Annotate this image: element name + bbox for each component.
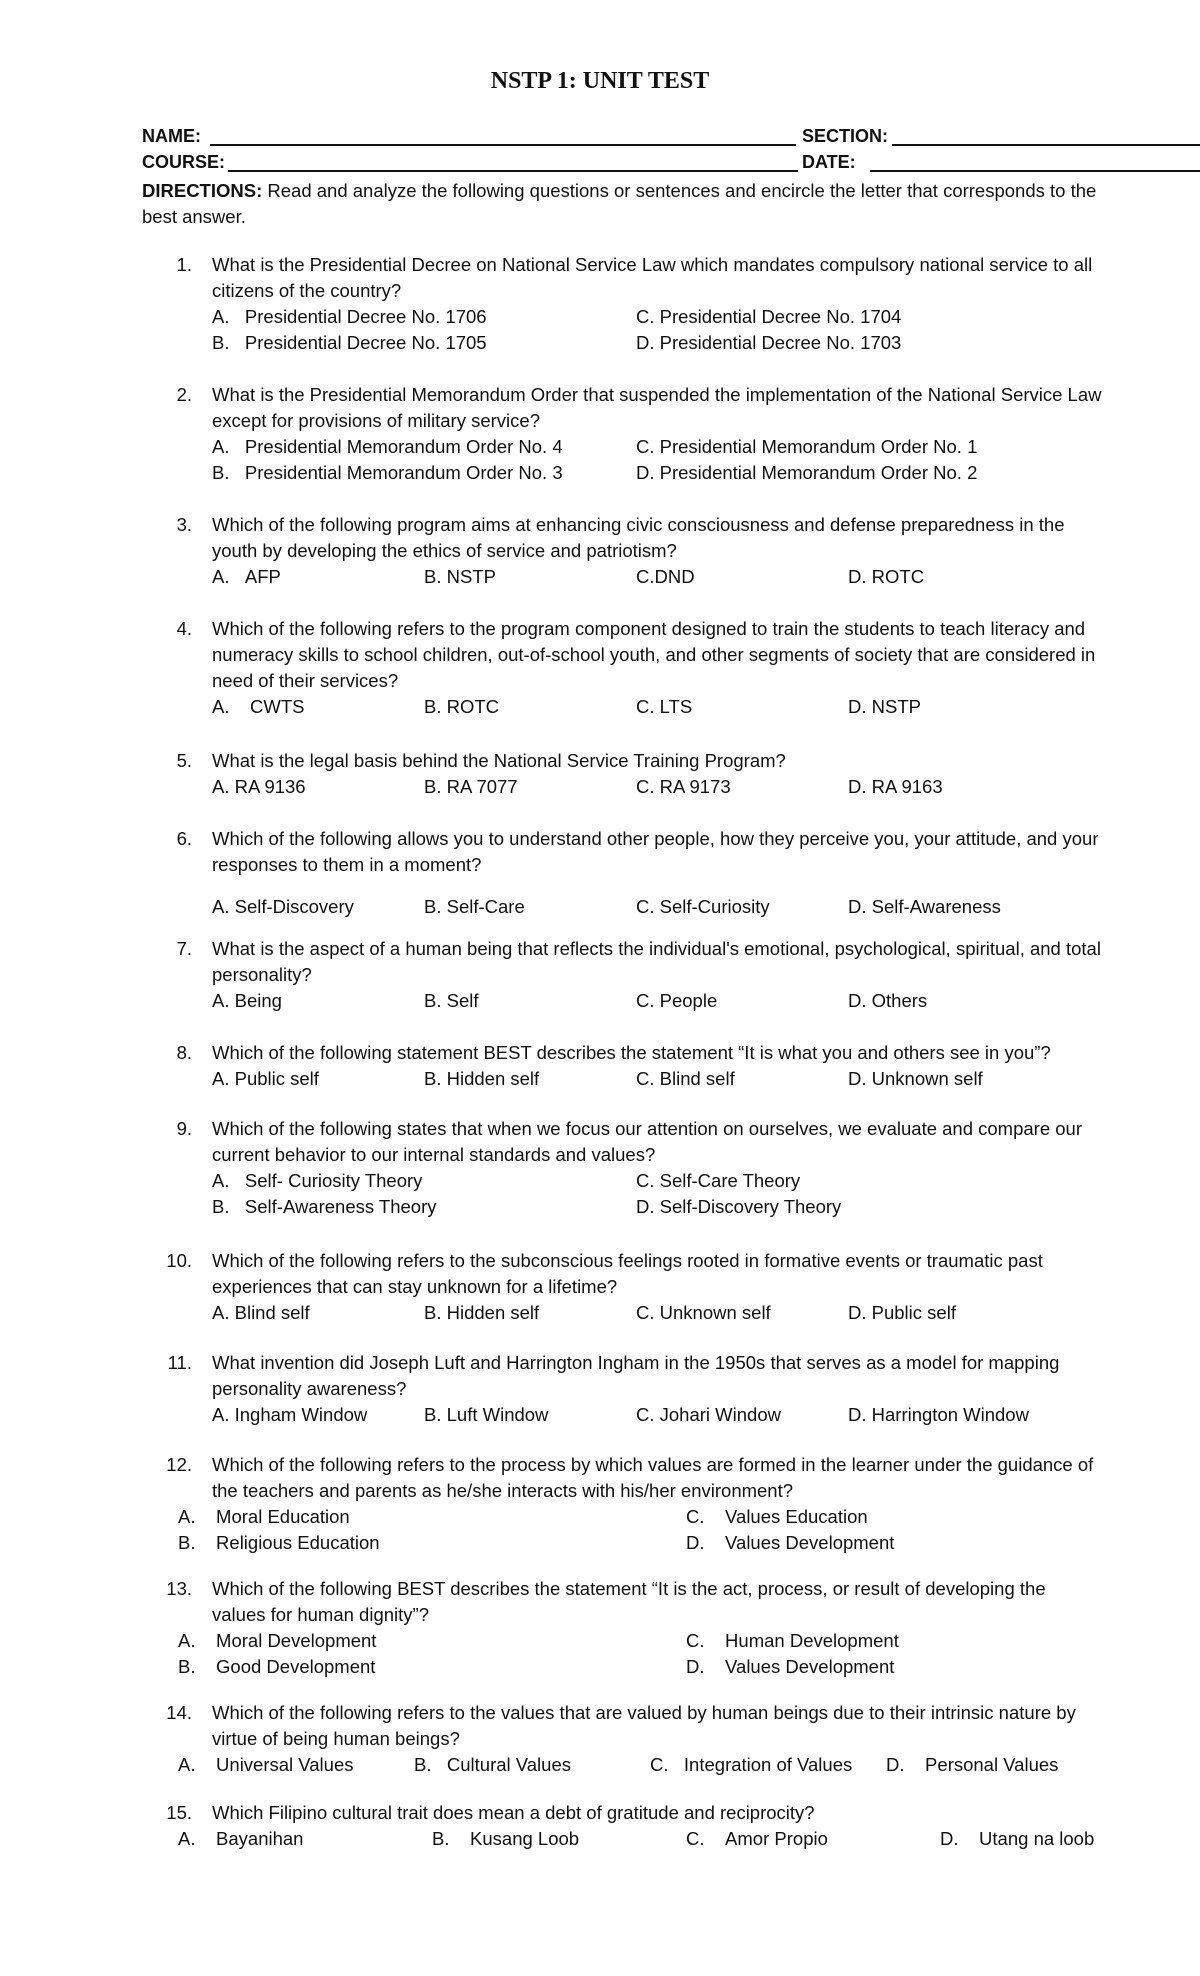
question-number: 13. — [166, 1578, 192, 1599]
option-a[interactable]: A. Moral Development — [178, 1630, 377, 1651]
options-row — [212, 460, 1102, 486]
question-number: 1. — [176, 254, 192, 275]
option-a[interactable]: A. Self- Curiosity Theory — [212, 1170, 423, 1191]
option-c[interactable]: C. Values Education — [686, 1506, 868, 1527]
option-b[interactable]: B. Cultural Values — [414, 1754, 571, 1775]
question-stem: What is the legal basis behind the National Service Training Program? — [212, 750, 786, 771]
question-8 — [142, 1040, 1102, 1092]
option-d[interactable]: D. Values Development — [686, 1656, 895, 1677]
options-row — [212, 1066, 1102, 1092]
options-row — [142, 1826, 1102, 1852]
directions — [142, 178, 1102, 230]
question-12 — [142, 1452, 1102, 1556]
question-stem: Which of the following program aims at enhancing civic consciousness and defense preparedness in the youth by developing the ethics of service and patriotism? — [212, 514, 1065, 561]
option-d[interactable]: D. Self-Awareness — [848, 896, 1001, 917]
option-a[interactable]: A. Self-Discovery — [212, 896, 354, 917]
option-b[interactable]: B. Good Development — [178, 1656, 376, 1677]
name-field[interactable] — [210, 126, 796, 146]
date-label: DATE: — [802, 152, 856, 172]
option-b[interactable]: B. Kusang Loob — [432, 1828, 580, 1849]
question-9 — [142, 1116, 1102, 1220]
options-row — [212, 774, 1102, 800]
option-b[interactable]: B. Hidden self — [424, 1068, 540, 1089]
option-a[interactable]: A. Presidential Decree No. 1706 — [212, 306, 487, 327]
question-7 — [142, 936, 1102, 1014]
question-2 — [142, 382, 1102, 486]
option-d[interactable]: D. ROTC — [848, 566, 925, 587]
question-4 — [142, 616, 1102, 720]
option-b[interactable]: B. Religious Education — [178, 1532, 380, 1553]
question-stem: What invention did Joseph Luft and Harrington Ingham in the 1950s that serves as a model for mapping personality awareness? — [212, 1352, 1060, 1399]
question-1 — [142, 252, 1102, 356]
option-c[interactable]: C. Presidential Decree No. 1704 — [636, 306, 902, 327]
option-c[interactable]: C.DND — [636, 566, 695, 587]
option-b[interactable]: B. Hidden self — [424, 1302, 540, 1323]
options-row — [212, 330, 1102, 356]
question-stem: Which of the following states that when we focus our attention on ourselves, we evaluate and compare our current behavior to our internal standards and values? — [212, 1118, 1082, 1165]
option-c[interactable]: C. Self-Curiosity — [636, 896, 770, 917]
question-stem: Which Filipino cultural trait does mean a debt of gratitude and reciprocity? — [212, 1802, 815, 1823]
option-c[interactable]: C. Blind self — [636, 1068, 735, 1089]
question-11 — [142, 1350, 1102, 1428]
option-c[interactable]: C. RA 9173 — [636, 776, 731, 797]
option-a[interactable]: A. AFP — [212, 566, 281, 587]
question-13 — [142, 1576, 1102, 1680]
course-label: COURSE: — [142, 152, 226, 172]
section-label: SECTION: — [802, 126, 889, 146]
option-d[interactable]: D. Values Development — [686, 1532, 895, 1553]
option-d[interactable]: D. RA 9163 — [848, 776, 943, 797]
question-number: 5. — [176, 750, 192, 771]
question-stem: Which of the following refers to the program component designed to train the students to teach literacy and numeracy skills to school children, out-of-school youth, and other segments of society that are considered in need of their services? — [212, 618, 1096, 691]
question-number: 8. — [176, 1042, 192, 1063]
option-b[interactable]: B. Self — [424, 990, 479, 1011]
option-b[interactable]: B. RA 7077 — [424, 776, 518, 797]
options-row — [142, 1628, 1102, 1654]
option-a[interactable]: A. RA 9136 — [212, 776, 306, 797]
question-number: 10. — [166, 1250, 192, 1271]
date-field[interactable] — [870, 152, 1200, 172]
option-d[interactable]: D. Utang na loob — [940, 1828, 1095, 1849]
options-row — [142, 1504, 1102, 1530]
question-number: 9. — [176, 1118, 192, 1139]
options-row — [212, 304, 1102, 330]
option-a[interactable]: A. Ingham Window — [212, 1404, 368, 1425]
option-c[interactable]: C. LTS — [636, 696, 693, 717]
option-c[interactable]: C. Amor Propio — [686, 1828, 828, 1849]
option-a[interactable]: A. Blind self — [212, 1302, 310, 1323]
question-number: 15. — [166, 1802, 192, 1823]
option-c[interactable]: C. Human Development — [686, 1630, 899, 1651]
question-stem: Which of the following refers to the subconscious feelings rooted in formative events or traumatic past experiences that can stay unknown for a lifetime? — [212, 1250, 1043, 1297]
options-row — [212, 988, 1102, 1014]
question-5 — [142, 748, 1102, 800]
options-row — [212, 434, 1102, 460]
options-row — [142, 1530, 1102, 1556]
option-c[interactable]: C. Self-Care Theory — [636, 1170, 801, 1191]
page-title: NSTP 1: UNIT TEST — [490, 68, 710, 94]
course-date-row — [142, 152, 1092, 176]
option-b[interactable]: B. Presidential Memorandum Order No. 3 — [212, 462, 563, 483]
option-d[interactable]: D. Self-Discovery Theory — [636, 1196, 842, 1217]
option-d[interactable]: D. Personal Values — [886, 1754, 1059, 1775]
question-stem: What is the Presidential Decree on National Service Law which mandates compulsory national service to all citizens of the country? — [212, 254, 1093, 301]
question-number: 2. — [176, 384, 192, 405]
question-stem: Which of the following refers to the values that are valued by human beings due to their intrinsic nature by virtue of being human beings? — [212, 1702, 1076, 1749]
name-label: NAME: — [142, 126, 201, 146]
name-section-row — [142, 126, 1092, 150]
question-3 — [142, 512, 1102, 590]
directions-label: DIRECTIONS: — [142, 180, 263, 201]
options-row — [212, 1168, 1102, 1194]
option-b[interactable]: B. Luft Window — [424, 1404, 549, 1425]
option-b[interactable]: B. Self-Care — [424, 896, 525, 917]
question-15 — [142, 1800, 1102, 1852]
options-row — [212, 894, 1102, 920]
option-a[interactable]: A. CWTS — [212, 696, 305, 717]
question-stem: What is the aspect of a human being that reflects the individual's emotional, psychological, spiritual, and total personality? — [212, 938, 1101, 985]
options-row — [142, 1752, 1102, 1778]
question-stem: Which of the following refers to the process by which values are formed in the learner under the guidance of the teachers and parents as he/she interacts with his/her environment? — [212, 1454, 1094, 1501]
option-a[interactable]: A. Universal Values — [178, 1754, 354, 1775]
question-number: 11. — [167, 1352, 192, 1373]
option-d[interactable]: D. Presidential Decree No. 1703 — [636, 332, 902, 353]
question-number: 12. — [166, 1454, 192, 1475]
question-stem: Which of the following statement BEST describes the statement “It is what you and others see in you”? — [212, 1042, 1051, 1063]
directions-text: Read and analyze the following questions or sentences and encircle the letter that corresponds to the best answer. — [142, 180, 1097, 227]
option-b[interactable]: B. Presidential Decree No. 1705 — [212, 332, 487, 353]
options-row — [212, 694, 1102, 720]
option-a[interactable]: A. Being — [212, 990, 282, 1011]
question-14 — [142, 1700, 1102, 1778]
option-d[interactable]: D. Public self — [848, 1302, 956, 1323]
option-d[interactable]: D. Presidential Memorandum Order No. 2 — [636, 462, 978, 483]
option-a[interactable]: A. Bayanihan — [178, 1828, 304, 1849]
option-c[interactable]: C. Unknown self — [636, 1302, 771, 1323]
section-field[interactable] — [892, 126, 1200, 146]
option-a[interactable]: A. Public self — [212, 1068, 319, 1089]
option-c[interactable]: C. Integration of Values — [650, 1754, 853, 1775]
question-number: 6. — [176, 828, 192, 849]
question-number: 14. — [166, 1702, 192, 1723]
option-a[interactable]: A. Moral Education — [178, 1506, 350, 1527]
options-row — [212, 564, 1102, 590]
question-10 — [142, 1248, 1102, 1326]
option-b[interactable]: B. ROTC — [424, 696, 500, 717]
options-row — [142, 1654, 1102, 1680]
option-d[interactable]: D. Others — [848, 990, 928, 1011]
question-stem: What is the Presidential Memorandum Order that suspended the implementation of the National Service Law except for provisions of military service? — [212, 384, 1102, 431]
course-field[interactable] — [228, 152, 798, 172]
question-stem: Which of the following allows you to understand other people, how they perceive you, your attitude, and your responses to them in a moment? — [212, 828, 1099, 875]
option-b[interactable]: B. NSTP — [424, 566, 496, 587]
option-a[interactable]: A. Presidential Memorandum Order No. 4 — [212, 436, 563, 457]
option-c[interactable]: C. People — [636, 990, 718, 1011]
option-d[interactable]: D. Harrington Window — [848, 1404, 1029, 1425]
option-d[interactable]: D. NSTP — [848, 696, 921, 717]
question-number: 3. — [176, 514, 192, 535]
options-row — [212, 1402, 1102, 1428]
question-number: 4. — [176, 618, 192, 639]
options-row — [212, 1300, 1102, 1326]
option-c[interactable]: C. Presidential Memorandum Order No. 1 — [636, 436, 978, 457]
options-row — [212, 1194, 1102, 1220]
question-stem: Which of the following BEST describes the statement “It is the act, process, or result of developing the values for human dignity”? — [212, 1578, 1046, 1625]
question-number: 7. — [176, 938, 192, 959]
option-b[interactable]: B. Self-Awareness Theory — [212, 1196, 437, 1217]
question-6 — [142, 826, 1102, 920]
option-d[interactable]: D. Unknown self — [848, 1068, 983, 1089]
option-c[interactable]: C. Johari Window — [636, 1404, 781, 1425]
